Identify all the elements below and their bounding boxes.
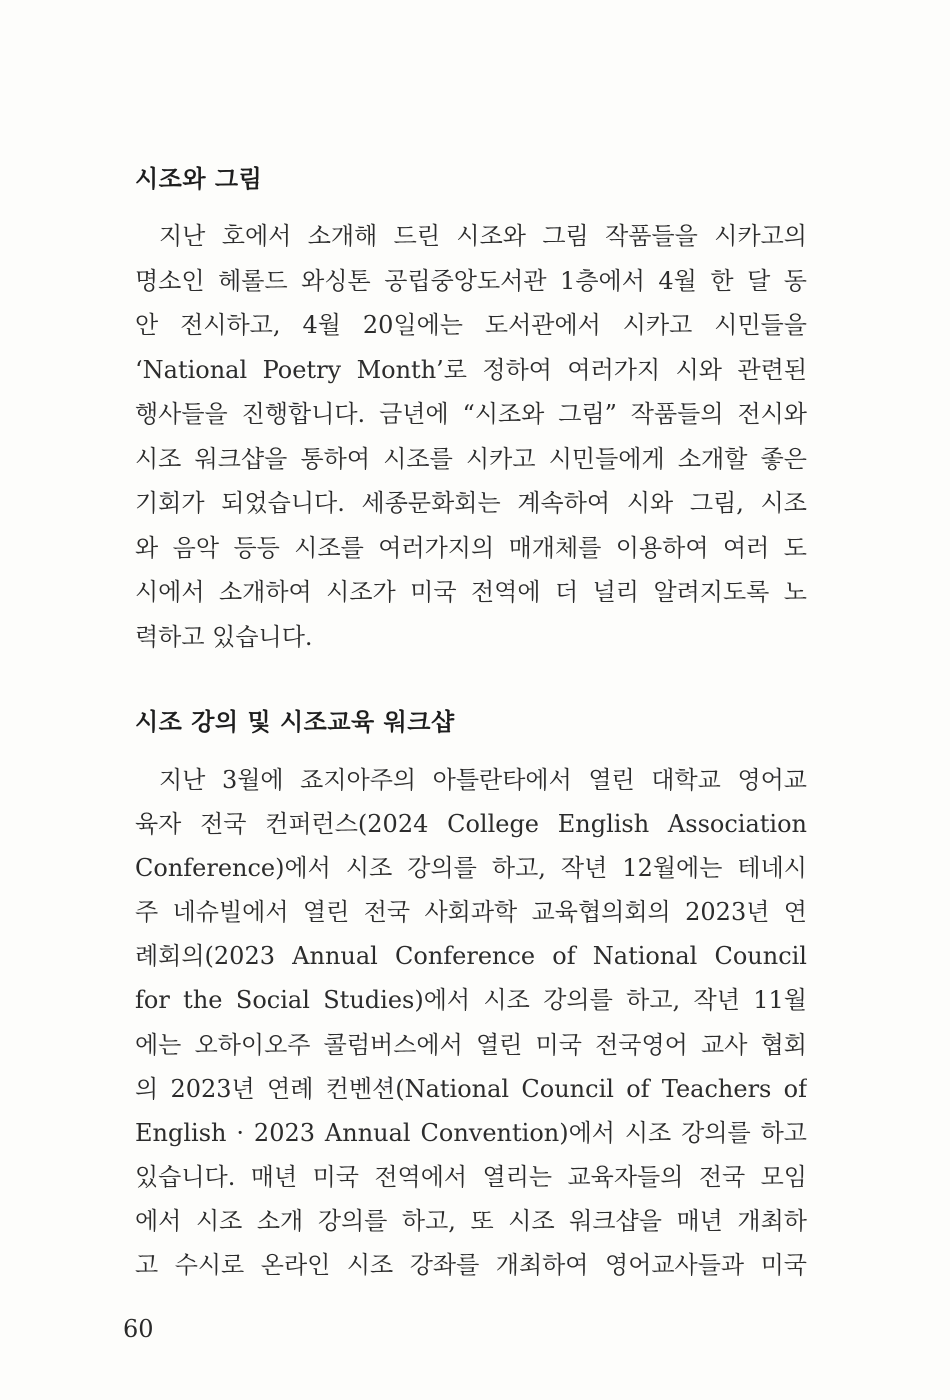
paragraph-line: 례회의(2023 Annual Conference of National Council: [135, 942, 807, 971]
paragraph-line: 의 2023년 연례 컨벤션(National Council of Teachers of: [135, 1074, 807, 1103]
section-heading-sijo-lectures-workshop: 시조 강의 및 시조교육 워크샵: [135, 708, 455, 736]
paragraph-line: 있습니다. 매년 미국 전역에서 열리는 교육자들의 전국 모임: [135, 1162, 807, 1191]
paragraph-line: 에는 오하이오주 콜럼버스에서 열린 미국 전국영어 교사 협회: [135, 1030, 807, 1059]
section-heading-sijo-and-painting: 시조와 그림: [135, 165, 263, 193]
paragraph-line: 행사들을 진행합니다. 금년에 “시조와 그림” 작품들의 전시와: [135, 400, 807, 428]
paragraph-line: 안 전시하고, 4월 20일에는 도서관에서 시카고 시민들을: [135, 311, 807, 339]
paragraph-line: 주 네슈빌에서 열린 전국 사회과학 교육협의회의 2023년 연: [135, 898, 807, 927]
paragraph-line: 고 수시로 온라인 시조 강좌를 개최하여 영어교사들과 미국: [135, 1251, 807, 1280]
paragraph-line: 지난 호에서 소개해 드린 시조와 그림 작품들을 시카고의: [159, 222, 807, 250]
paragraph-line: 에서 시조 소개 강의를 하고, 또 시조 워크샵을 매년 개최하: [135, 1206, 807, 1235]
section-body-sijo-and-painting: [135, 214, 807, 659]
paragraph-line: 지난 3월에 죠지아주의 아틀란타에서 열린 대학교 영어교: [159, 766, 807, 794]
paragraph-line: 명소인 헤롤드 와싱톤 공립중앙도서관 1층에서 4월 한 달 동: [135, 266, 807, 295]
paragraph-line: 시조 워크샵을 통하여 시조를 시카고 시민들에게 소개할 좋은: [135, 444, 807, 473]
paragraph-line: Conference)에서 시조 강의를 하고, 작년 12월에는 테네시: [135, 854, 807, 883]
paragraph-line: English · 2023 Annual Convention)에서 시조 강의를 하고: [135, 1118, 807, 1147]
paragraph-line: 와 음악 등등 시조를 여러가지의 매개체를 이용하여 여러 도: [135, 533, 807, 562]
paragraph-line: ‘National Poetry Month’로 정하여 여러가지 시와 관련된: [135, 355, 807, 384]
paragraph-line: for the Social Studies)에서 시조 강의를 하고, 작년 11월: [135, 986, 807, 1015]
paragraph-line: 시에서 소개하여 시조가 미국 전역에 더 널리 알려지도록 노: [135, 578, 807, 606]
paragraph-line: 기회가 되었습니다. 세종문화회는 계속하여 시와 그림, 시조: [135, 489, 807, 517]
section-body-sijo-lectures-workshop: [135, 758, 807, 1287]
paragraph-line: 육자 전국 컨퍼런스(2024 College English Association: [135, 810, 807, 839]
page-number: 60: [123, 1315, 154, 1343]
paragraph-line: 력하고 있습니다.: [135, 622, 313, 651]
